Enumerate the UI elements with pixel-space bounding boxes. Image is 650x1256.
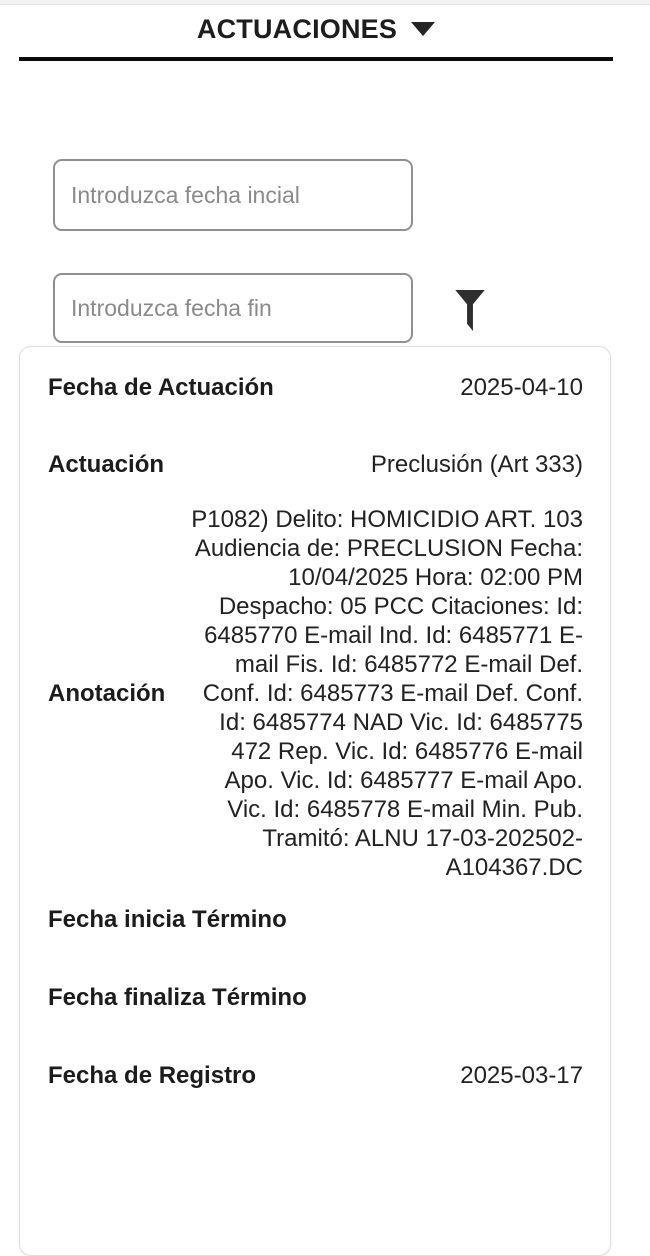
header (19, 5, 613, 44)
row-actuacion (48, 450, 583, 479)
row-value: 2025-04-10 (460, 374, 583, 401)
filter-button[interactable] (450, 289, 490, 335)
start-date-input[interactable] (53, 159, 413, 231)
row-anotacion (48, 505, 583, 882)
actuaciones-dropdown[interactable] (197, 14, 435, 44)
actuacion-card (19, 346, 611, 1256)
header-divider (19, 57, 613, 61)
page-title: ACTUACIONES (196, 14, 398, 44)
end-date-input[interactable] (53, 273, 413, 343)
row-label: Fecha de Actuación (48, 374, 274, 401)
row-label: Actuación (48, 451, 165, 478)
row-value: Preclusión (Art 333) (370, 451, 583, 478)
row-label: Fecha finaliza Término (48, 984, 307, 1011)
row-fecha-actuacion (48, 373, 583, 402)
funnel-icon (455, 290, 485, 332)
row-fecha-inicia-termino (48, 905, 583, 934)
row-fecha-finaliza-termino (48, 983, 583, 1012)
page-content (19, 5, 613, 1256)
row-value: P1082) Delito: HOMICIDIO ART. 103 Audiencia de: PRECLUSION Fecha: 10/04/2025 Hora: 02:00 PM Despacho: 05 PCC Citaciones: Id: 6485770 E-mail Ind. Id: 6485771 E-mail Fis. Id: 6485772 E-mail Def. Conf. Id: 6485773 E-mail Def. Conf. Id: 6485774 NAD Vic. Id: 6485775 472 Rep. Vic. Id: 6485776 E-mail Apo. Vic. Id: 6485777 E-mail Apo. Vic. Id: 6485778 E-mail Min. Pub. Tramitó: ALNU 17-03-202502-A104367.DC (191, 506, 583, 881)
row-label: Fecha inicia Término (48, 906, 287, 933)
row-value: 2025-03-17 (460, 1062, 583, 1089)
caret-down-icon (411, 22, 435, 36)
row-label: Anotación (48, 680, 166, 707)
row-fecha-registro (48, 1061, 583, 1090)
row-label: Fecha de Registro (48, 1062, 257, 1089)
